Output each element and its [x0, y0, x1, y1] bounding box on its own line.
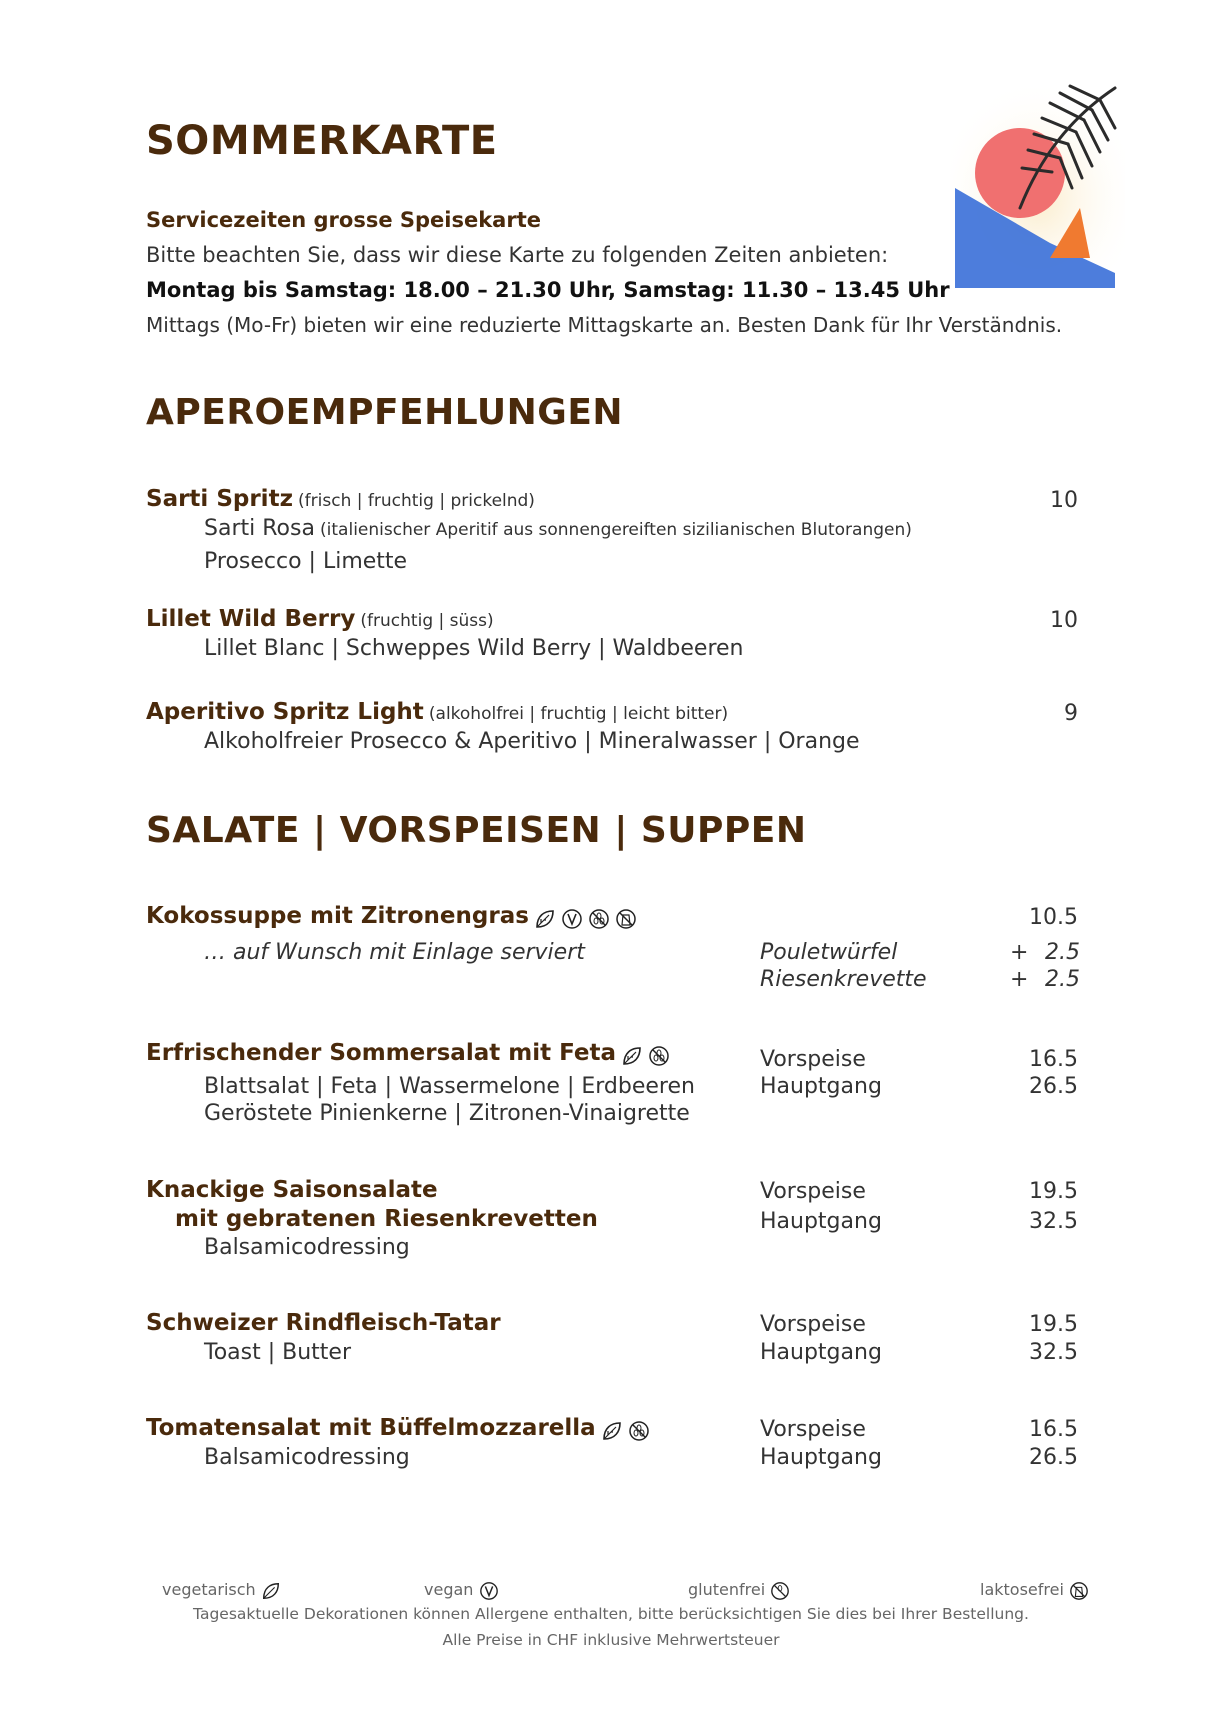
gluten-free-icon — [628, 1420, 650, 1442]
service-line-3: Mittags (Mo-Fr) bieten wir eine reduzierte Mittagskarte an. Besten Dank für Ihr Verständnis. — [146, 313, 1063, 337]
item-price: 19.5 — [1029, 1312, 1078, 1337]
service-line-1: Bitte beachten Sie, dass wir diese Karte zu folgenden Zeiten anbieten: — [146, 243, 889, 267]
item-price: 10 — [1050, 488, 1078, 513]
item-name-line2: mit gebratenen Riesenkrevetten — [175, 1206, 598, 1232]
item-desc: Lillet Blanc | Schweppes Wild Berry | Waldbeeren — [204, 636, 744, 661]
item-name: Sarti Spritz — [146, 486, 293, 512]
diet-icons — [534, 908, 637, 930]
section-title-salate: SALATE | VORSPEISEN | SUPPEN — [146, 810, 807, 851]
vegan-v-icon — [561, 908, 583, 930]
item-price: 10 — [1050, 608, 1078, 633]
item-desc — [204, 516, 912, 541]
item-desc: Geröstete Pinienkerne | Zitronen-Vinaigrette — [204, 1101, 690, 1126]
item-price: 19.5 — [1029, 1179, 1078, 1204]
size-hauptgang: Hauptgang — [760, 1074, 882, 1099]
option-riesenkrevette: Riesenkrevette — [760, 967, 927, 992]
leaf-icon — [534, 908, 556, 930]
legend-label: glutenfrei — [688, 1580, 766, 1599]
option-plus: + — [1010, 967, 1029, 992]
menu-item-rindfleisch-tatar: Schweizer Rindfleisch-Tatar — [146, 1310, 501, 1336]
item-name: Aperitivo Spritz Light — [146, 699, 424, 725]
option-plus: + — [1010, 940, 1029, 965]
size-vorspeise: Vorspeise — [760, 1417, 866, 1442]
menu-item-sarti-spritz — [146, 486, 535, 512]
item-extra: … auf Wunsch mit Einlage serviert — [204, 940, 585, 965]
legend-label: laktosefrei — [980, 1580, 1064, 1599]
allergen-note: Tagesaktuelle Dekorationen können Allergene enthalten, bitte berücksichtigen Sie dies bei Ihrer Bestellung. — [193, 1605, 1029, 1623]
section-title-apero: APEROEMPFEHLUNGEN — [146, 392, 624, 433]
leaf-icon — [601, 1420, 623, 1442]
item-desc-main: Sarti Rosa — [204, 516, 315, 541]
size-hauptgang: Hauptgang — [760, 1445, 882, 1470]
legend-laktosefrei — [980, 1580, 1089, 1601]
price-note: Alle Preise in CHF inklusive Mehrwertsteuer — [442, 1631, 780, 1649]
menu-item-tomatensalat — [146, 1415, 650, 1442]
item-name: Lillet Wild Berry — [146, 606, 356, 632]
vegan-v-icon — [479, 1581, 499, 1601]
gluten-free-icon — [588, 908, 610, 930]
legend-glutenfrei — [688, 1580, 790, 1601]
item-name: Erfrischender Sommersalat mit Feta — [146, 1040, 616, 1066]
item-note: (fruchtig | süss) — [360, 611, 494, 631]
legend-vegetarisch — [162, 1580, 281, 1601]
legend-label: vegetarisch — [162, 1580, 256, 1599]
size-vorspeise: Vorspeise — [760, 1047, 866, 1072]
service-hours: Montag bis Samstag: 18.00 – 21.30 Uhr, Samstag: 11.30 – 13.45 Uhr — [146, 278, 950, 302]
item-desc: Balsamicodressing — [204, 1445, 410, 1470]
menu-item-aperitivo-spritz-light — [146, 699, 728, 725]
size-hauptgang: Hauptgang — [760, 1340, 882, 1365]
diet-icons — [621, 1045, 670, 1067]
item-price: 16.5 — [1029, 1417, 1078, 1442]
lactose-free-icon — [1069, 1581, 1089, 1601]
item-price: 26.5 — [1029, 1074, 1078, 1099]
item-desc: Balsamicodressing — [204, 1235, 410, 1260]
menu-item-knackige-saisonsalate: Knackige Saisonsalate — [146, 1177, 438, 1203]
size-vorspeise: Vorspeise — [760, 1179, 866, 1204]
size-hauptgang: Hauptgang — [760, 1209, 882, 1234]
item-price: 32.5 — [1029, 1209, 1078, 1234]
item-price: 10.5 — [1029, 905, 1078, 930]
legend-vegan — [424, 1580, 499, 1601]
lactose-free-icon — [615, 908, 637, 930]
item-price: 26.5 — [1029, 1445, 1078, 1470]
item-note: (alkoholfrei | fruchtig | leicht bitter) — [428, 704, 729, 724]
item-name: Kokossuppe mit Zitronengras — [146, 903, 529, 929]
item-price: 32.5 — [1029, 1340, 1078, 1365]
menu-item-kokossuppe — [146, 903, 637, 930]
service-title: Servicezeiten grosse Speisekarte — [146, 208, 541, 232]
option-price: 2.5 — [1045, 967, 1080, 992]
legend-label: vegan — [424, 1580, 474, 1599]
gluten-free-icon — [648, 1045, 670, 1067]
menu-item-sommersalat — [146, 1040, 670, 1067]
diet-icons — [601, 1420, 650, 1442]
gluten-free-icon — [770, 1581, 790, 1601]
item-price: 16.5 — [1029, 1047, 1078, 1072]
item-note: (frisch | fruchtig | prickelnd) — [298, 491, 535, 511]
option-pouletwuerfel: Pouletwürfel — [760, 940, 898, 965]
page-title: SOMMERKARTE — [146, 118, 498, 164]
item-name: Tomatensalat mit Büffelmozzarella — [146, 1415, 596, 1441]
item-desc: Blattsalat | Feta | Wassermelone | Erdbeeren — [204, 1074, 695, 1099]
size-vorspeise: Vorspeise — [760, 1312, 866, 1337]
item-desc: Prosecco | Limette — [204, 549, 408, 574]
option-price: 2.5 — [1045, 940, 1080, 965]
item-desc-note: (italienischer Aperitif aus sonnengereiften sizilianischen Blutorangen) — [320, 520, 912, 540]
menu-item-lillet-wild-berry — [146, 606, 494, 632]
item-desc: Toast | Butter — [204, 1340, 351, 1365]
leaf-icon — [621, 1045, 643, 1067]
item-desc: Alkoholfreier Prosecco & Aperitivo | Mineralwasser | Orange — [204, 729, 860, 754]
leaf-icon — [261, 1581, 281, 1601]
item-price: 9 — [1064, 701, 1078, 726]
summer-illustration — [950, 78, 1125, 288]
